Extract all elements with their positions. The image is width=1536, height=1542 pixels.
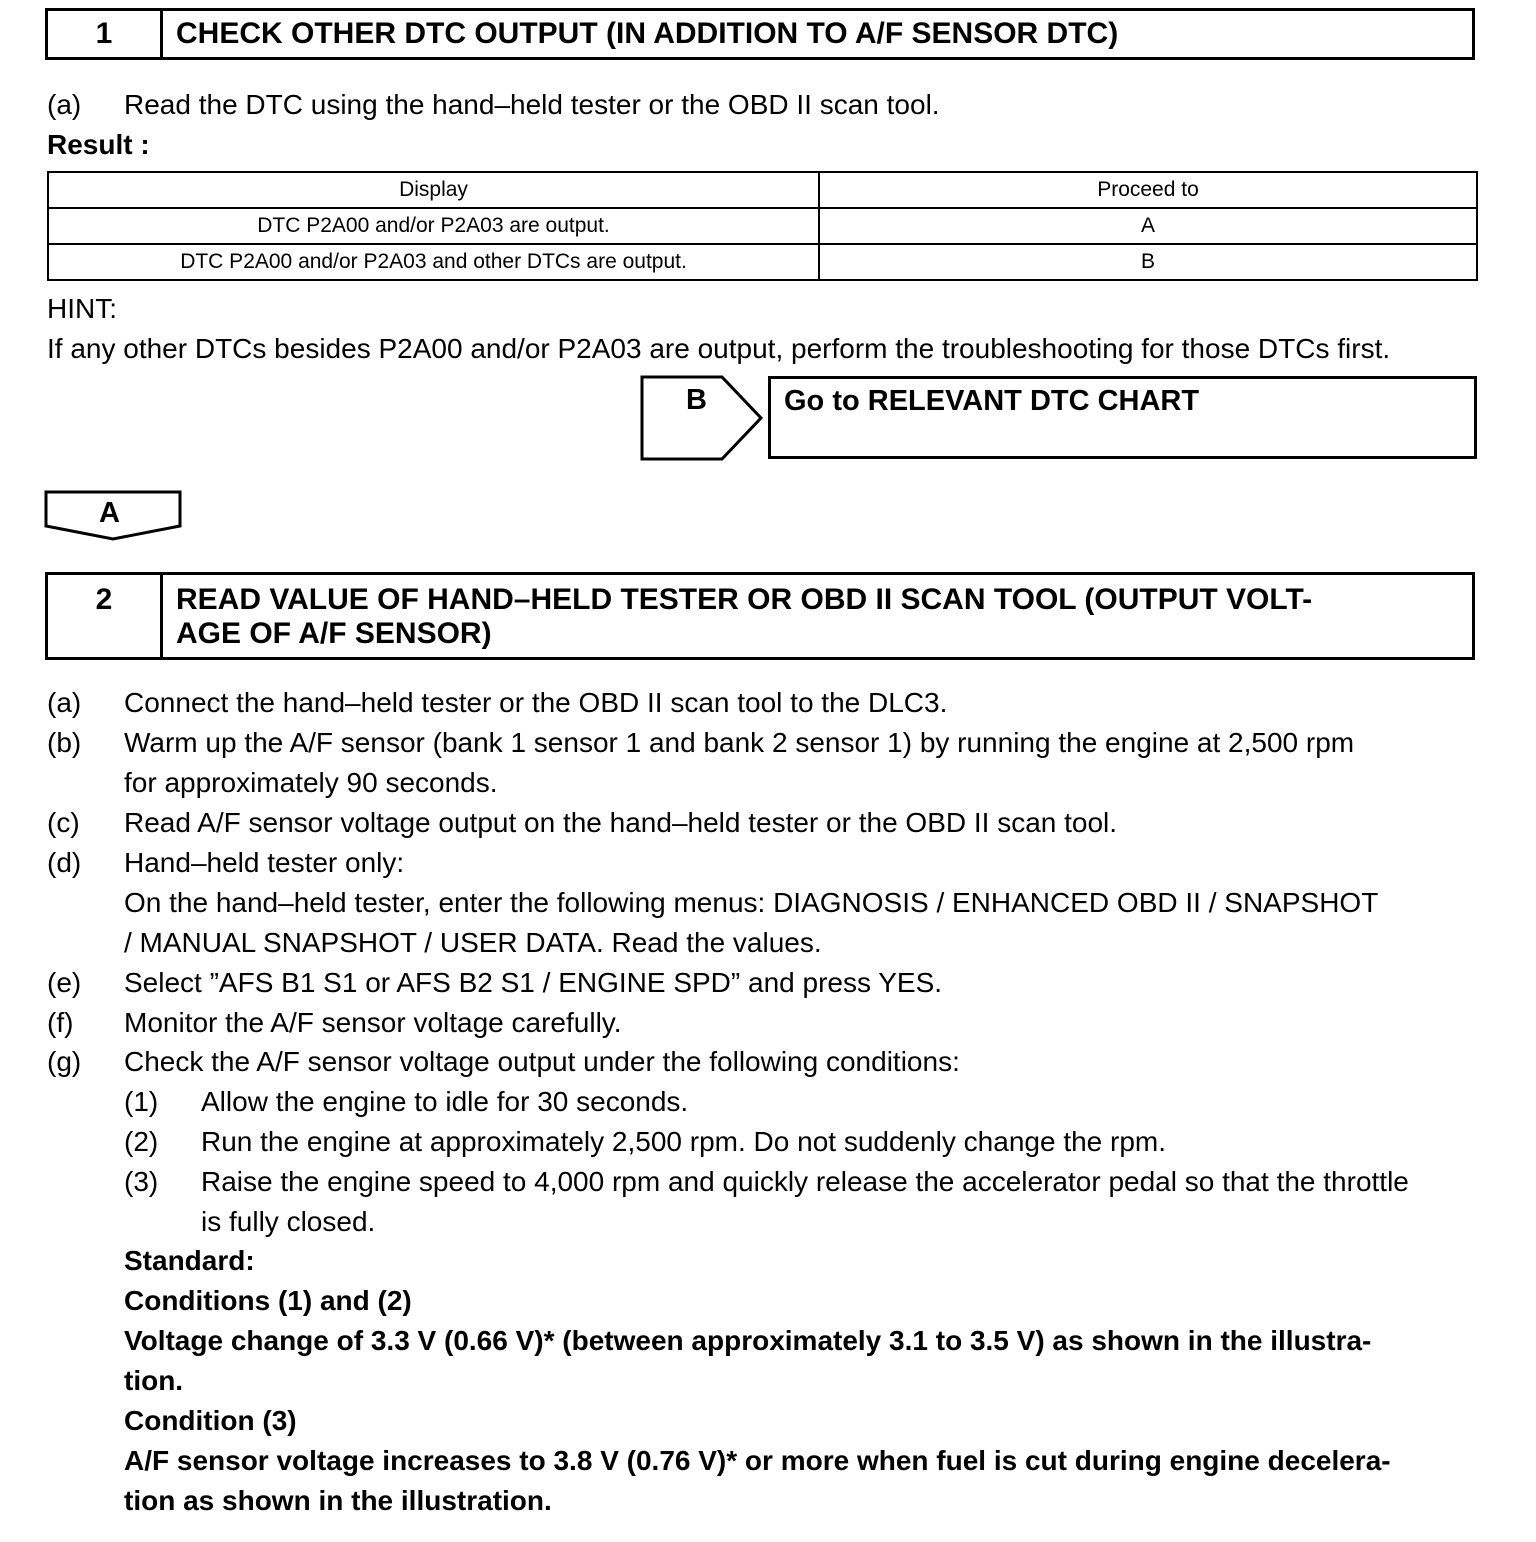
table-cell: B — [819, 244, 1477, 280]
goto-relevant-dtc-chart: Go to RELEVANT DTC CHART — [768, 376, 1477, 459]
table-cell: DTC P2A00 and/or P2A03 and other DTCs are output. — [48, 244, 819, 280]
condition-text: Raise the engine speed to 4,000 rpm and quickly release the accelerator pedal so that the throttle — [201, 1166, 1409, 1197]
condition-label: (2) — [124, 1126, 159, 1157]
table-header-row — [48, 172, 1477, 208]
condition-label: (3) — [124, 1166, 159, 1197]
item-label: (a) — [47, 687, 82, 718]
branch-b-label: B — [686, 384, 707, 416]
standard-line: A/F sensor voltage increases to 3.8 V (0.76 V)* or more when fuel is cut during engine decelera- — [124, 1445, 1391, 1476]
item-text: Monitor the A/F sensor voltage carefully. — [124, 1007, 622, 1038]
item-label: (b) — [47, 727, 82, 758]
step-title-line: READ VALUE OF HAND–HELD TESTER OR OBD II SCAN TOOL (OUTPUT VOLT- — [176, 583, 1313, 616]
item-text: for approximately 90 seconds. — [124, 767, 498, 798]
condition-text: is fully closed. — [201, 1206, 376, 1237]
condition-text: Run the engine at approximately 2,500 rpm. Do not suddenly change the rpm. — [201, 1126, 1167, 1157]
hint-label: HINT: — [47, 293, 117, 324]
standard-line: Conditions (1) and (2) — [124, 1285, 412, 1316]
item-text: Warm up the A/F sensor (bank 1 sensor 1 and bank 2 sensor 1) by running the engine at 2,500 rpm — [124, 727, 1355, 758]
step-number: 2 — [48, 575, 163, 657]
standard-line: Voltage change of 3.3 V (0.66 V)* (between approximately 3.1 to 3.5 V) as shown in the illustra- — [124, 1325, 1372, 1356]
table-row — [48, 208, 1477, 244]
step-title: CHECK OTHER DTC OUTPUT (IN ADDITION TO A/F SENSOR DTC) — [176, 17, 1119, 50]
item-text: Hand–held tester only: — [124, 847, 405, 878]
item-text: Read A/F sensor voltage output on the hand–held tester or the OBD II scan tool. — [124, 807, 1118, 838]
branch-a-label: A — [99, 497, 120, 529]
table-row — [48, 244, 1477, 280]
item-text: / MANUAL SNAPSHOT / USER DATA. Read the values. — [124, 927, 822, 958]
item-text: Select ”AFS B1 S1 or AFS B2 S1 / ENGINE SPD” and press YES. — [124, 967, 943, 998]
table-header-proceed: Proceed to — [819, 172, 1477, 208]
standard-line: tion. — [124, 1365, 184, 1396]
table-header-display: Display — [48, 172, 819, 208]
item-label: (f) — [47, 1007, 74, 1038]
item-text: On the hand–held tester, enter the following menus: DIAGNOSIS / ENHANCED OBD II / SNAPSHOT — [124, 887, 1379, 918]
item-label: (e) — [47, 967, 82, 998]
standard-line: Condition (3) — [124, 1405, 297, 1436]
step-title-line: AGE OF A/F SENSOR) — [176, 617, 492, 650]
item-text: Connect the hand–held tester or the OBD II scan tool to the DLC3. — [124, 687, 948, 718]
item-label: (a) — [47, 89, 82, 120]
step-2-header — [45, 572, 1475, 660]
item-text: Check the A/F sensor voltage output under the following conditions: — [124, 1046, 960, 1077]
hint-text: If any other DTCs besides P2A00 and/or P2A03 are output, perform the troubleshooting for those DTCs first. — [47, 333, 1391, 364]
item-text: Read the DTC using the hand–held tester or the OBD II scan tool. — [124, 89, 940, 120]
result-label: Result : — [47, 129, 150, 160]
item-label: (d) — [47, 847, 82, 878]
table-cell: DTC P2A00 and/or P2A03 are output. — [48, 208, 819, 244]
table-cell: A — [819, 208, 1477, 244]
condition-text: Allow the engine to idle for 30 seconds. — [201, 1086, 689, 1117]
condition-label: (1) — [124, 1086, 159, 1117]
result-table — [47, 171, 1478, 281]
step-number: 1 — [48, 11, 163, 57]
item-label: (g) — [47, 1046, 82, 1077]
step-title — [163, 575, 1472, 657]
item-label: (c) — [47, 807, 80, 838]
step-1-header — [45, 8, 1475, 60]
standard-line: tion as shown in the illustration. — [124, 1485, 552, 1516]
standard-label: Standard: — [124, 1245, 255, 1276]
